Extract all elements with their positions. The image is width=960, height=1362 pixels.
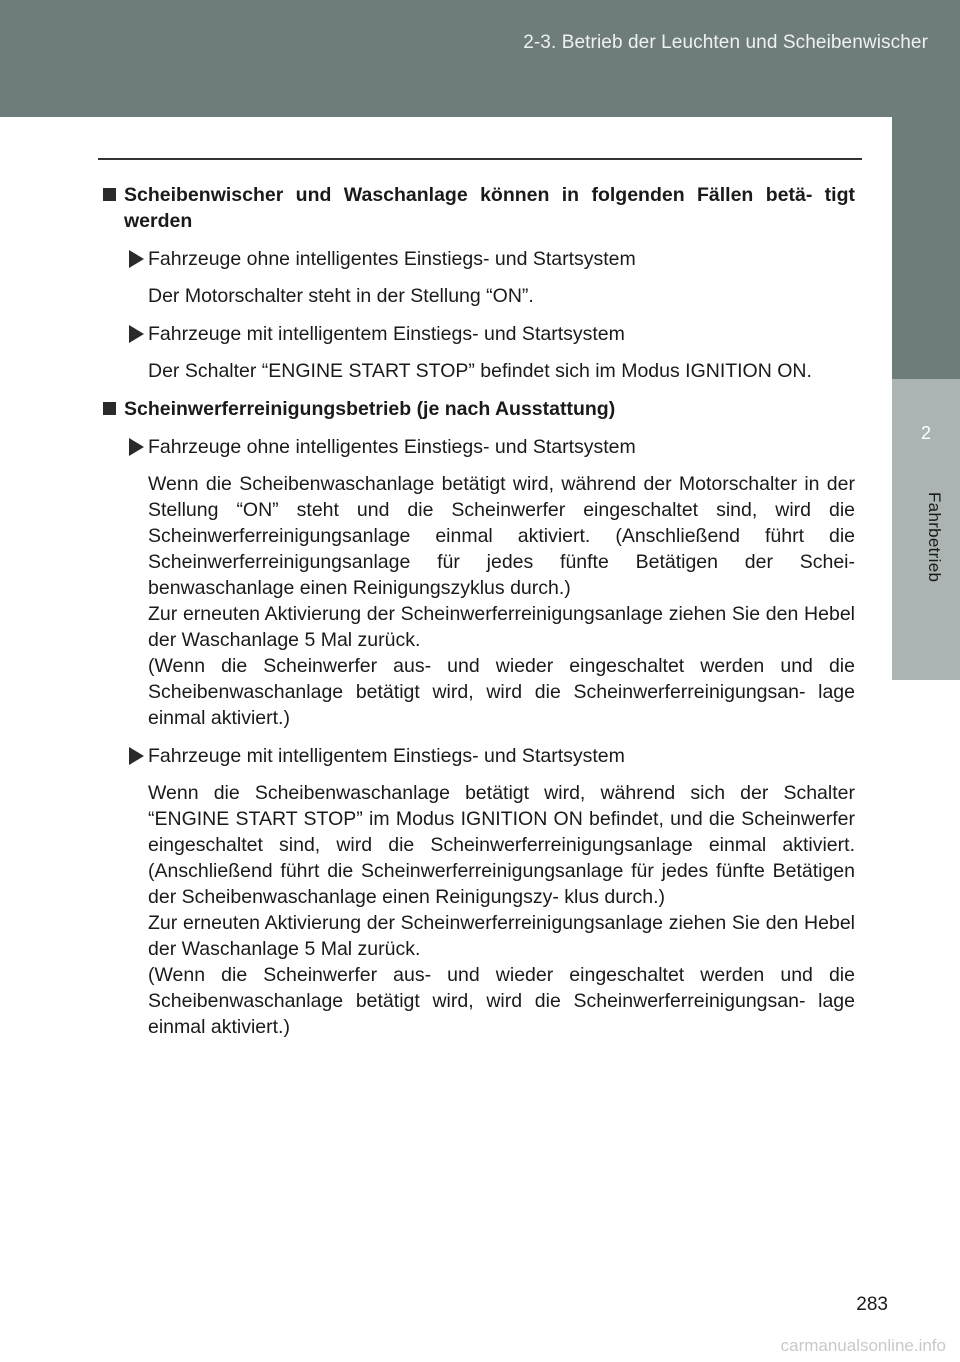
subsection-title [100,246,855,272]
subsection-title-text: Fahrzeuge ohne intelligentes Einstiegs- und Startsystem [148,248,636,270]
subsection-title-text: Fahrzeuge mit intelligentem Einstiegs- und Startsystem [148,323,625,345]
side-tab-top [892,117,960,379]
square-bullet-icon [103,188,116,201]
paragraph: (Wenn die Scheinwerfer aus- und wieder eingeschaltet werden und die Scheibenwaschanlage betätigt wird, wird die Scheinwerferreinigungsan- lage einmal aktiviert.) [148,964,855,1038]
chapter-number: 2 [920,423,931,443]
subsection-title-text: Fahrzeuge mit intelligentem Einstiegs- und Startsystem [148,745,625,767]
paragraph: Zur erneuten Aktivierung der Scheinwerferreinigungsanlage ziehen Sie den Hebel der Waschanlage 5 Mal zurück. [148,912,855,960]
paragraph: Wenn die Scheibenwaschanlage betätigt wird, während der Motorschalter in der Stellung “ON” steht und die Scheinwerfer eingeschaltet sind, wird die Scheinwerferreinigungsanlage einmal aktiviert. (Anschließend führt die Scheinwerferreinigungsanlage für jedes fünfte Betätigen der Schei- benwaschanlage einen Reinigungszyklus durch.) [148,473,855,599]
paragraph: (Wenn die Scheinwerfer aus- und wieder eingeschaltet werden und die Scheibenwaschanlage betätigt wird, wird die Scheinwerferreinigungsan- lage einmal aktiviert.) [148,655,855,729]
triangle-bullet-icon [129,438,144,456]
subsection-title [100,743,855,769]
chapter-label: Fahrbetrieb [925,492,944,583]
paragraph: Wenn die Scheibenwaschanlage betätigt wird, während sich der Schalter “ENGINE START STOP” im Modus IGNITION ON befindet, und die Scheinwerfer eingeschaltet sind, wird die Scheinwerferreinigungsanlage einmal aktiviert. (Anschließend führt die Scheinwerferreinigungsanlage für jedes fünfte Betätigen der Scheibenwaschanlage einen Reinigungszy- klus durch.) [148,782,855,908]
page-number: 283 [856,1294,888,1315]
subsection-title [100,321,855,347]
section-heading-text: Scheinwerferreinigungsbetrieb (je nach Ausstattung) [124,398,616,420]
subsection-title-text: Fahrzeuge ohne intelligentes Einstiegs- und Startsystem [148,436,636,458]
paragraph: Der Motorschalter steht in der Stellung “ON”. [148,285,534,307]
triangle-bullet-icon [129,747,144,765]
content-body [100,182,855,1052]
subsection-title [100,434,855,460]
section-heading [100,396,855,422]
paragraph: Der Schalter “ENGINE START STOP” befindet sich im Modus IGNITION ON. [148,360,812,382]
watermark: carmanualsonline.info [780,1336,946,1355]
paragraph: Zur erneuten Aktivierung der Scheinwerferreinigungsanlage ziehen Sie den Hebel der Waschanlage 5 Mal zurück. [148,603,855,651]
square-bullet-icon [103,402,116,415]
section-heading [100,182,855,234]
section-heading-text: Scheibenwischer und Waschanlage können in folgenden Fällen betä- tigt werden [124,184,855,232]
triangle-bullet-icon [129,250,144,268]
triangle-bullet-icon [129,325,144,343]
top-rule [98,158,862,160]
header-band [0,0,960,117]
section-title: 2-3. Betrieb der Leuchten und Scheibenwischer [523,32,928,53]
